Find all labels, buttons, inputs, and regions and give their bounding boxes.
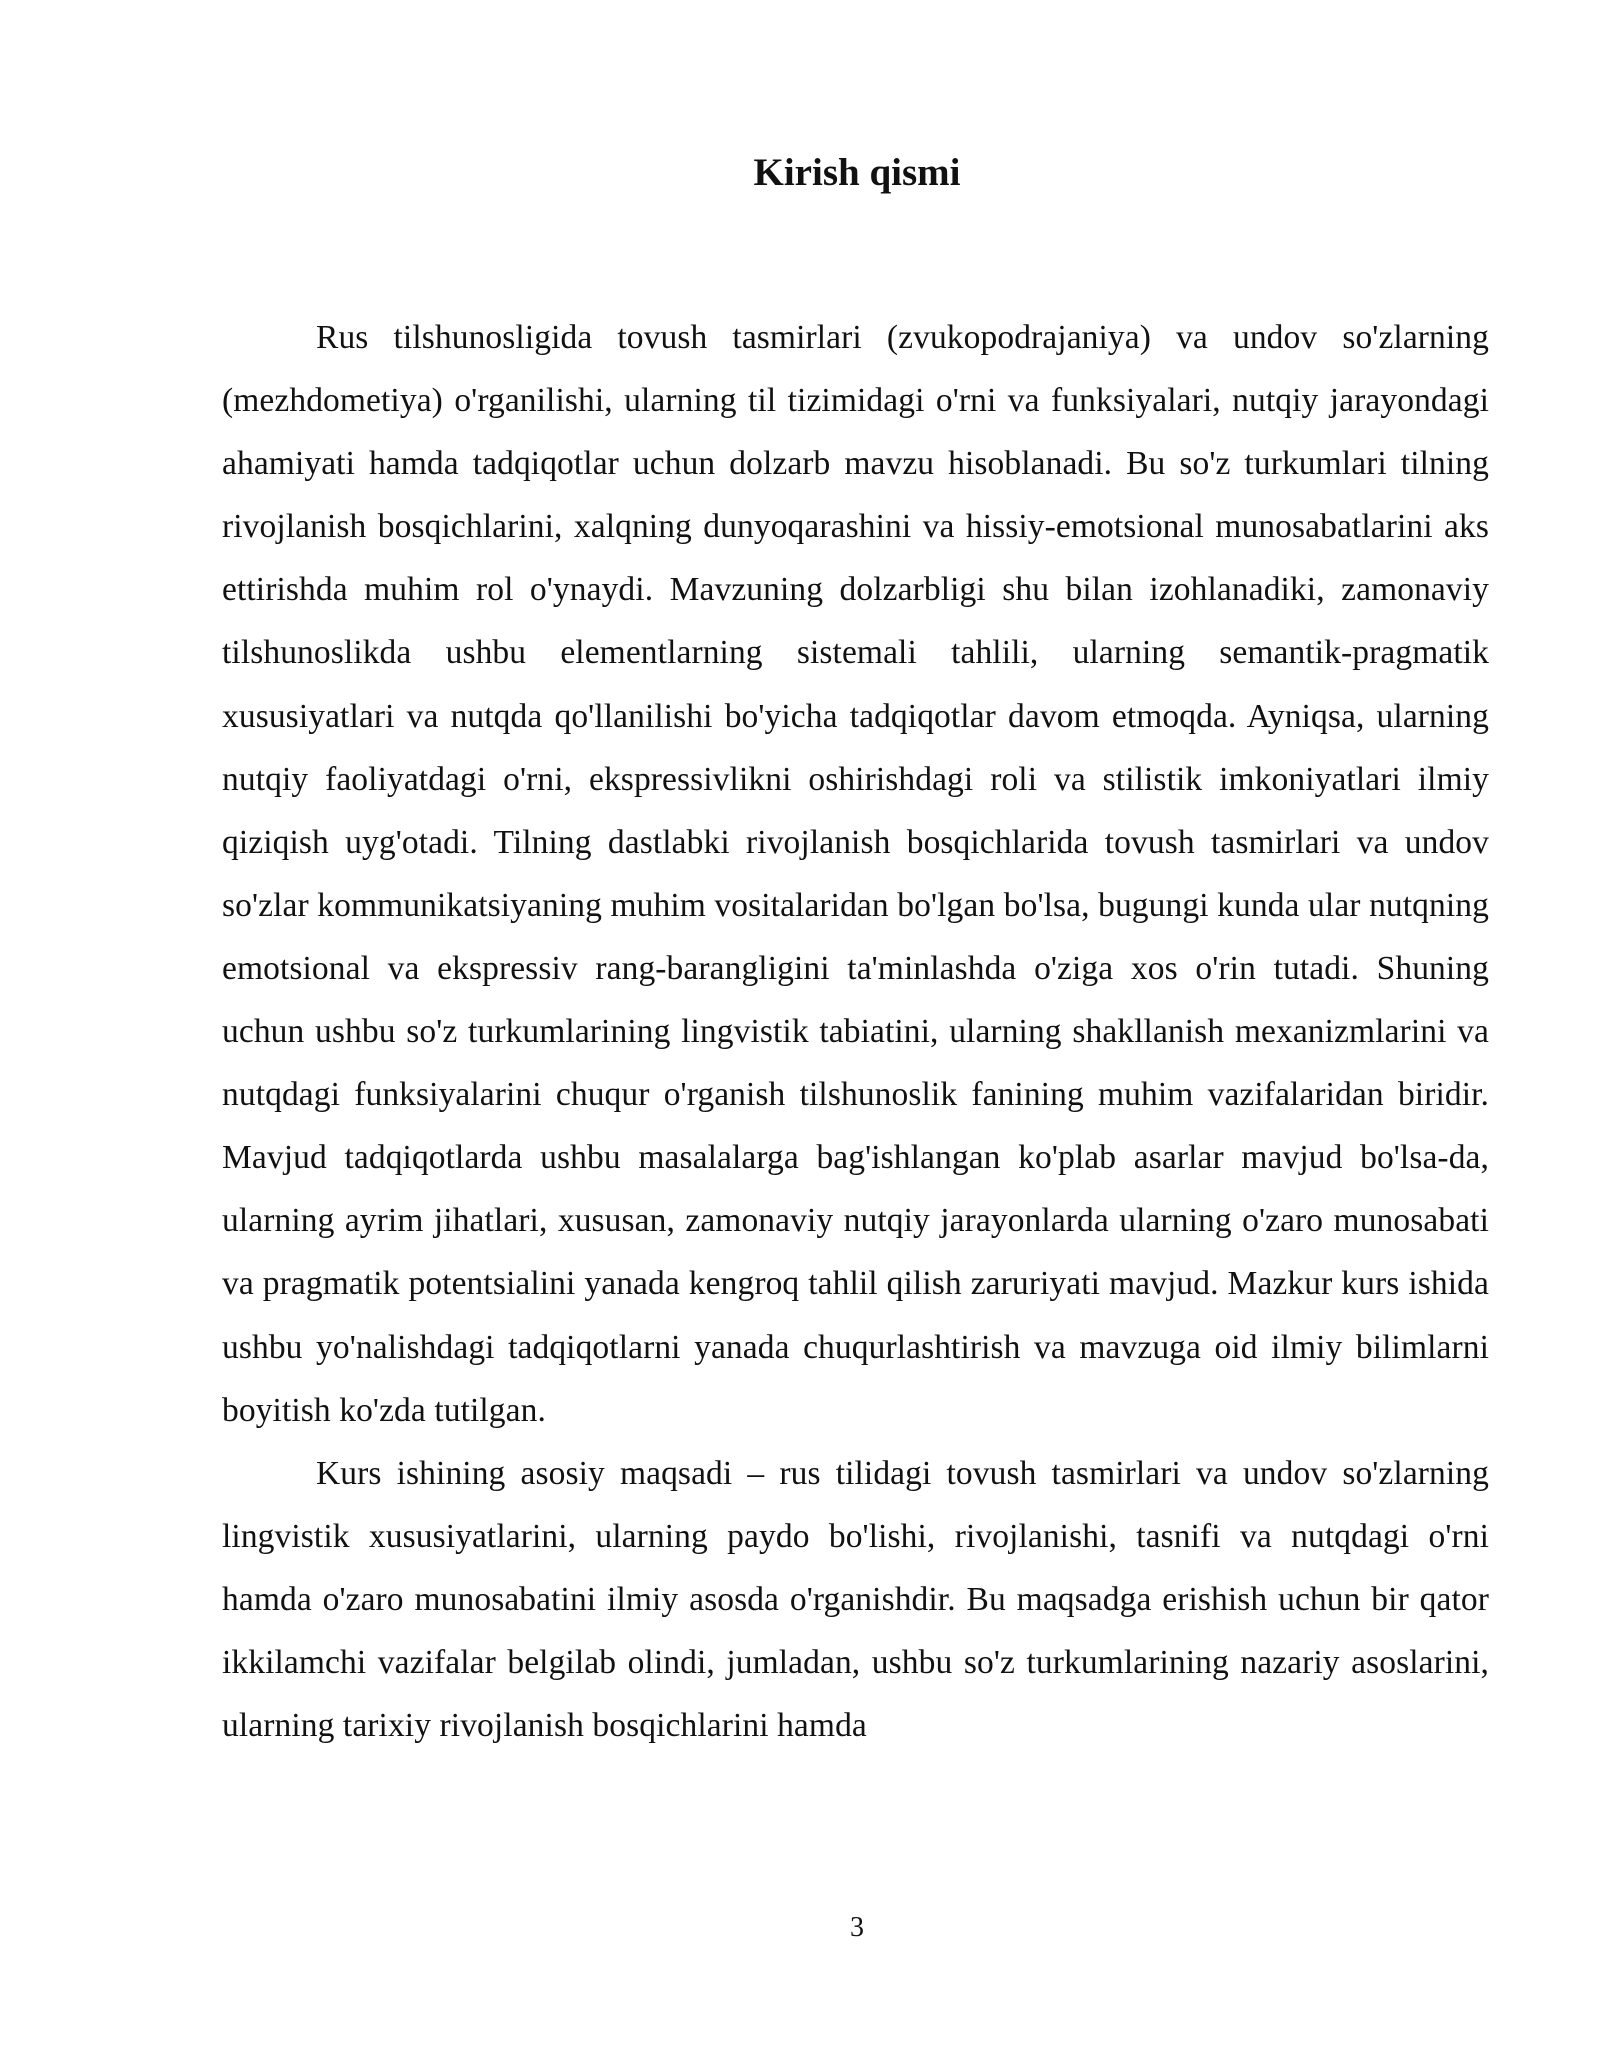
body-text <box>222 306 1489 1757</box>
paragraph-2: Kurs ishining asosiy maqsadi – rus tilidagi tovush tasmirlari va undov so'zlarning lingvistik xususiyatlarini, ularning paydo bo'lishi, rivojlanishi, tasnifi va nutqdagi o'rni hamda o'zaro munosabatini ilmiy asosda o'rganishdir. Bu maqsadga erishish uchun bir qator ikkilamchi vazifalar belgilab olindi, jumladan, ushbu so'z turkumlarining nazariy asoslarini, ularning tarixiy rivojlanish bosqichlarini hamda <box>222 1454 1489 1745</box>
page-number: 3 <box>850 1912 864 1943</box>
paragraph-1: Rus tilshunosligida tovush tasmirlari (zvukopodrajaniya) va undov so'zlarning (mezhdometiya) o'rganilishi, ularning til tizimidagi o'rni va funksiyalari, nutqiy jarayondagi ahamiyati hamda tadqiqotlar uchun dolzarb mavzu hisoblanadi. Bu so'z turkumlari tilning rivojlanish bosqichlarini, xalqning dunyoqarashini va hissiy-emotsional munosabatlarini aks ettirishda muhim rol o'ynaydi. Mavzuning dolzarbligi shu bilan izohlanadiki, zamonaviy tilshunoslikda ushbu elementlarning sistemali tahlili, ularning semantik-pragmatik xususiyatlari va nutqda qo'llanilishi bo'yicha tadqiqotlar davom etmoqda. Ayniqsa, ularning nutqiy faoliyatdagi o'rni, ekspressivlikni oshirishdagi roli va stilistik imkoniyatlari ilmiy qiziqish uyg'otadi. Tilning dastlabki rivojlanish bosqichlarida tovush tasmirlari va undov so'zlar kommunikatsiyaning muhim vositalaridan bo'lgan bo'lsa, bugungi kunda ular nutqning emotsional va ekspressiv rang-barangligini ta'minlashda o'ziga xos o'rin tutadi. Shuning uchun ushbu so'z turkumlarining lingvistik tabiatini, ularning shakllanish mexanizmlarini va nutqdagi funksiyalarini chuqur o'rganish tilshunoslik fanining muhim vazifalaridan biridir. Mavjud tadqiqotlarda ushbu masalalarga bag'ishlangan ko'plab asarlar mavjud bo'lsa-da, ularning ayrim jihatlari, xususan, zamonaviy nutqiy jarayonlarda ularning o'zaro munosabati va pragmatik potentsialini yanada kengroq tahlil qilish zaruriyati mavjud. Mazkur kurs ishida ushbu yo'nalishdagi tadqiqotlarni yanada chuqurlashtirish va mavzuga oid ilmiy bilimlarni boyitish ko'zda tutilgan. <box>222 319 1489 1429</box>
page-title: Kirish qismi <box>753 151 961 194</box>
